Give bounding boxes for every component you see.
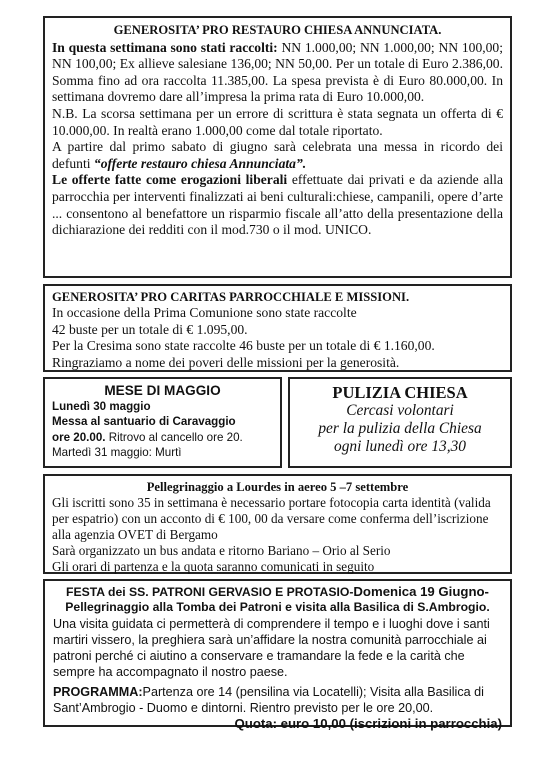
festa-programma-text: Partenza ore 14 (pensilina via Locatelli); Visita alla Basilica di Sant’Ambrogio - Duomo e dintorni. Rientro previsto per le ore 20,00.: [53, 684, 484, 715]
maggio-box: [43, 377, 282, 468]
pulizia-title: PULIZIA CHIESA: [332, 383, 468, 402]
caritas-title: GENEROSITA’ PRO CARITAS PARROCCHIALE E MISSIONI.: [52, 290, 410, 304]
restauro-messa-text: A partire dal primo sabato di giugno sarà celebrata una messa in ricordo dei defunti: [52, 139, 503, 171]
caritas-box: [43, 284, 512, 372]
pulizia-box: [288, 377, 512, 468]
festa-title-b: Domenica 19 Giugno-: [353, 584, 489, 599]
maggio-time-bold: ore 20.00.: [52, 430, 106, 444]
lourdes-box: [43, 474, 512, 574]
restauro-box: [43, 16, 512, 278]
restauro-liberali-bold: Le offerte fatte come erogazioni liberali: [52, 172, 288, 188]
festa-quota: Quota: euro 10,00 (iscrizioni in parrocchia): [234, 716, 502, 732]
maggio-title: MESE DI MAGGIO: [104, 383, 221, 398]
restauro-lead-bold: In questa settimana sono stati raccolti:: [52, 39, 278, 55]
restauro-donations: [52, 40, 503, 106]
pulizia-line: Cercasi volontari: [346, 402, 454, 419]
maggio-time-text: Ritrovo al cancello ore 20.: [105, 430, 243, 444]
caritas-line: 42 buste per un totale di € 1.095,00.: [52, 321, 248, 337]
maggio-martedi: Martedì 31 maggio: Murtì: [52, 446, 182, 460]
festa-subtitle: Pellegrinaggio alla Tomba dei Patroni e visita alla Basilica di S.Ambrogio.: [65, 600, 490, 614]
restauro-liberali: [52, 172, 503, 238]
pulizia-line: ogni lunedì ore 13,30: [334, 438, 466, 455]
festa-box: [43, 579, 512, 732]
festa-programma-label: PROGRAMMA:: [53, 684, 143, 699]
festa-programma: [53, 685, 502, 717]
lourdes-text: Gli iscritti sono 35 in settimana è necessario portare fotocopia carta identità (valida per espatrio) con un acconto di € 100, 00 da versare come conferma dell’iscrizione alla agenzia OVET di Bergamo: [52, 495, 491, 542]
maggio-place: Messa al santuario di Caravaggio: [52, 415, 236, 429]
restauro-nb: N.B. La scorsa settimana per un errore di scrittura è stata segnata un offerta di € 10.000,00. In realtà erano 1.000,00 come dal totale riportato.: [52, 105, 503, 138]
restauro-liberali-text: effettuate dai privati e da aziende alla parrocchia per interventi finalizzati ai beni culturali:chiese, campanili, opere d’arte ... consentono al benefattore un risparmio fiscale all’atto della presentazione della dichiarazione dei redditi con il mod.730 o il mod. UNICO.: [52, 172, 503, 238]
festa-body: Una visita guidata ci permetterà di comprendere il tempo e i luoghi dove i santi martiri vissero, la preghiera sarà un’affidare la nostra comunità parrocchiale ai patroni perché ci aiutino a conservare e tramandare la fede e la carità che sempre ha accompagnato il nostro paese.: [53, 617, 490, 679]
caritas-line: In occasione della Prima Comunione sono state raccolte: [52, 305, 357, 321]
maggio-time: [52, 430, 273, 445]
caritas-line: Per la Cresima sono state raccolte 46 buste per un totale di € 1.160,00.: [52, 338, 435, 354]
lourdes-orari: Gli orari di partenza e la quota saranno comunicati in seguito: [52, 559, 375, 574]
restauro-messa: [52, 139, 503, 172]
pulizia-line: per la pulizia della Chiesa: [318, 420, 482, 437]
restauro-title: GENEROSITA’ PRO RESTAURO CHIESA ANNUNCIATA.: [113, 23, 442, 37]
festa-title: [53, 584, 502, 600]
restauro-lead-text: NN 1.000,00; NN 1.000,00; NN 100,00; NN 100,00; Ex allieve salesiane 136,00; NN 50,00. Per un totale di Euro 2.386,00. Somma fino ad ora raccolta 11.385,00. La spesa prevista è di Euro 80.000,00. In settimana dovremo dare all’impresa la prima rata di Euro 10.000,00.: [52, 39, 504, 105]
festa-title-a: FESTA dei SS. PATRONI GERVASIO E PROTASIO-: [66, 585, 354, 599]
restauro-messa-italic: “offerte restauro chiesa Annunciata”.: [93, 155, 307, 171]
caritas-line: Ringraziamo a nome dei poveri delle missioni per la generosità.: [52, 354, 400, 370]
maggio-date: Lunedì 30 maggio: [52, 400, 151, 413]
lourdes-bus: Sarà organizzato un bus andata e ritorno Bariano – Orio al Serio: [52, 543, 391, 558]
lourdes-title: Pellegrinaggio a Lourdes in aereo 5 –7 settembre: [146, 480, 409, 494]
